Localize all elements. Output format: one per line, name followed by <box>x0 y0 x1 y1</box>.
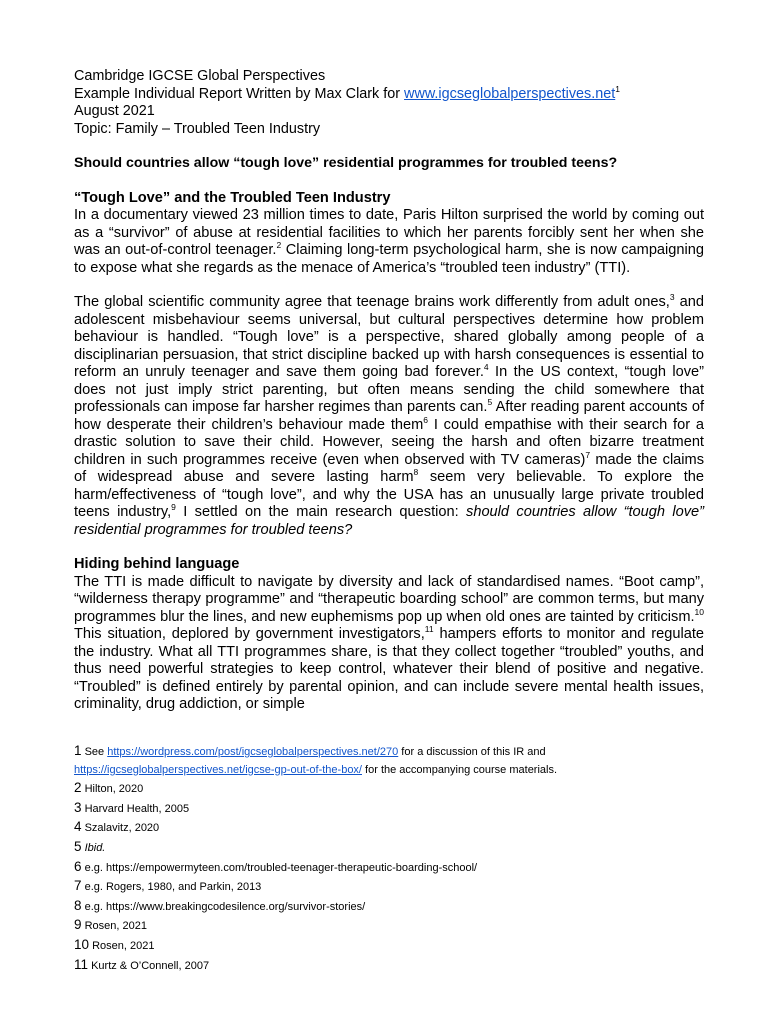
course-title: Cambridge IGCSE Global Perspectives <box>74 68 326 84</box>
footnote-ref[interactable]: 1 <box>615 83 620 94</box>
paragraph-2: The global scientific community agree that teenage brains work differently from adult ones,$^3$ and adolescent misbehaviour seems universal, but cultural perspectives determine how problem behaviour is handled. “Tough love” is a perspective, shared globally among people of a disciplinarian persuasion, that strict discipline backed up with harsh consequences is essential to reform an unruly teenager and save them going bad forever.$^4$ In the US context, “tough love” does not just imply strict parenting, but often means sending the child somewhere that professionals can impose far harsher regimes than parents can.$^5$ After reading parent accounts of how desperate their children’s behaviour made them$^6$ I could empathise with their search for a drastic solution to save their child. However, seeing the harsh and often bizarre treatment children in such programmes receive (even when observed with TV cameras)$^7$ made the claims of widespread abuse and severe lasting harm$^8$ seem very believable. To explore the harm/effectiveness of “tough love”, and why the USA has an unusually large private troubled teens industry,$^9$ I settled on the main research question: should countries allow “tough love” residential programmes for troubled teens? <box>74 292 704 538</box>
research-question: Should countries allow “tough love” residential programmes for troubled teens? <box>74 155 618 171</box>
footnote-5: 5 Ibid. <box>74 838 106 854</box>
footnote-ref[interactable]: 6 <box>423 414 429 425</box>
author-line: Example Individual Report Written by Max Clark for www.igcseglobalperspectives.net$^1$ <box>74 83 620 102</box>
date-line: August 2021 <box>74 103 155 119</box>
footnote-2: 2 Hilton, 2020 <box>74 780 144 796</box>
section-heading-tough-love: “Tough Love” and the Troubled Teen Industry <box>74 189 391 206</box>
footnote-ref[interactable]: 4 <box>483 362 489 372</box>
footnote-6: 6 e.g. https://empowermyteen.com/troubled-teenager-therapeutic-boarding-school/ <box>74 858 478 874</box>
footnote-7: 7 e.g. Rogers, 1980, and Parkin, 2013 <box>74 878 262 894</box>
course-materials-link[interactable]: https://igcseglobalperspectives.net/igcse-gp-out-of-the-box/ <box>74 763 362 776</box>
footnote-ref[interactable]: 9 <box>171 502 176 512</box>
footnote-10: 10 Rosen, 2021 <box>74 936 155 952</box>
wordpress-link[interactable]: https://wordpress.com/post/igcseglobalperspectives.net/270 <box>107 746 399 758</box>
paragraph-1: In a documentary viewed 23 million times to date, Paris Hilton surprised the world by coming out as a “survivor” of abuse at residential facilities to which her parents forcibly sent her when she was an out-of-control teenager.$^2$ Claiming long-term psychological harm, she is now campaigning to expose what she regards as the menace of America’s “troubled teen industry” (TTI). <box>74 207 704 276</box>
footnote-ref[interactable]: 11 <box>424 624 434 634</box>
footnote-ref[interactable]: 3 <box>669 292 675 302</box>
footnote-ref[interactable]: 10 <box>694 606 704 617</box>
footnote-4: 4 Szalavitz, 2020 <box>74 819 160 835</box>
footnote-11: 11 Kurtz & O’Connell, 2007 <box>74 956 210 972</box>
footnote-ref[interactable]: 8 <box>413 467 419 477</box>
document-page <box>74 68 704 714</box>
footnote-9: 9 Rosen, 2021 <box>74 917 147 933</box>
footnotes <box>74 742 714 975</box>
footnote-ref[interactable]: 5 <box>487 397 493 407</box>
footnote-1-continued: https://igcseglobalperspectives.net/igcse-gp-out-of-the-box/ for the accompanying course materials. <box>74 763 558 776</box>
website-link[interactable]: www.igcseglobalperspectives.net <box>404 85 616 102</box>
footnote-ref[interactable]: 2 <box>276 240 282 250</box>
research-question-inline: should countries allow “tough love” residential programmes for troubled teens? <box>74 504 704 538</box>
section-heading-hiding-behind-language: Hiding behind language <box>74 556 240 572</box>
footnote-1: 1 See https://wordpress.com/post/igcseglobalperspectives.net/270 for a discussion of this IR and <box>74 743 546 758</box>
topic-line: Topic: Family – Troubled Teen Industry <box>74 120 321 137</box>
footnote-3: 3 Harvard Health, 2005 <box>74 799 190 815</box>
footnote-ref[interactable]: 7 <box>585 449 591 460</box>
footnote-8: 8 e.g. https://www.breakingcodesilence.org/survivor-stories/ <box>74 897 366 913</box>
paragraph-3: The TTI is made difficult to navigate by diversity and lack of standardised names. “Boot camp”, “wilderness therapy programme” and “therapeutic boarding school” are common terms, but many programmes blur the lines, and new euphemisms pop up when old ones are tainted by criticism.$^{10}$ This situation, deplored by government investigators,$^{11}$ hampers efforts to monitor and regulate the industry. What all TTI programmes share, is that they collect together “troubled” youths, and thus need powerful strategies to keep control, whatever their blend of positive and negative. “Troubled” is defined entirely by parental opinion, and can include severe mental health issues, criminality, drug addiction, or simple <box>74 573 704 712</box>
